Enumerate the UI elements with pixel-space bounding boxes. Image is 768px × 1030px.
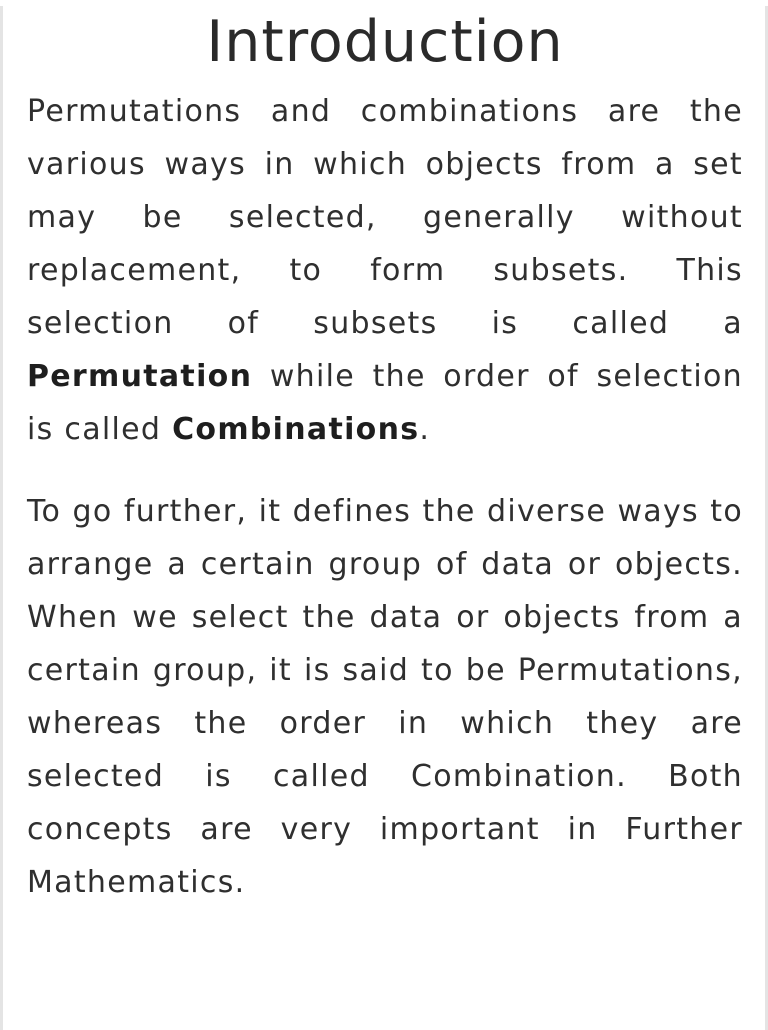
paragraph-1-text-b: while the order of selection is called [27,359,743,447]
paragraph-1-text-c: . [419,412,431,447]
intro-paragraph-2: To go further, it defines the diverse ways to arrange a certain group of data or objects. When we select the data or objects from a certain group, it is said to be Permutations, whereas the order in which they are selected is called Combination. Both concepts are very important in Further Mathematics. [27,494,743,900]
document-page [3,6,765,909]
intro-paragraph-1 [27,85,743,456]
term-combinations: Combinations [172,412,420,447]
paragraph-1-text-a: Permutations and combinations are the various ways in which objects from a set may be selected, generally without replacement, to form subsets. This selection of subsets is called a [27,94,743,341]
term-permutation: Permutation [27,359,253,394]
page-title: Introduction [206,9,564,75]
